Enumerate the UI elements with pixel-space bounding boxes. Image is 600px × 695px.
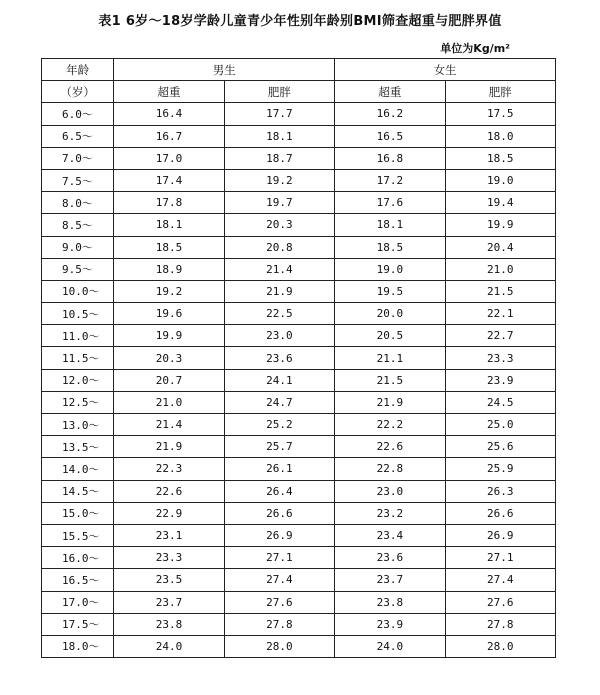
table-row bbox=[42, 236, 556, 258]
table-row bbox=[42, 214, 556, 236]
male-obese-cell: 27.6 bbox=[224, 591, 334, 613]
table-row bbox=[42, 192, 556, 214]
female-obese-cell: 26.9 bbox=[445, 524, 555, 546]
male-overweight-cell: 20.7 bbox=[114, 369, 224, 391]
table-row bbox=[42, 103, 556, 125]
male-obese-cell: 21.9 bbox=[224, 280, 334, 302]
female-overweight-cell: 23.0 bbox=[335, 480, 445, 502]
female-overweight-cell: 22.8 bbox=[335, 458, 445, 480]
male-overweight-cell: 18.1 bbox=[114, 214, 224, 236]
female-obese-cell: 18.5 bbox=[445, 147, 555, 169]
age-cell: 16.5～ bbox=[42, 569, 114, 591]
age-cell: 13.5～ bbox=[42, 436, 114, 458]
age-cell: 8.5～ bbox=[42, 214, 114, 236]
male-header: 男生 bbox=[114, 59, 335, 81]
age-cell: 16.0～ bbox=[42, 547, 114, 569]
male-obese-cell: 19.2 bbox=[224, 169, 334, 191]
female-obese-cell: 20.4 bbox=[445, 236, 555, 258]
male-obese-cell: 24.1 bbox=[224, 369, 334, 391]
female-overweight-cell: 22.2 bbox=[335, 414, 445, 436]
age-cell: 18.0～ bbox=[42, 635, 114, 657]
age-cell: 14.0～ bbox=[42, 458, 114, 480]
female-obese-cell: 18.0 bbox=[445, 125, 555, 147]
age-cell: 15.5～ bbox=[42, 524, 114, 546]
female-overweight-cell: 21.1 bbox=[335, 347, 445, 369]
male-obese-cell: 23.6 bbox=[224, 347, 334, 369]
female-overweight-cell: 17.6 bbox=[335, 192, 445, 214]
male-overweight-cell: 21.4 bbox=[114, 414, 224, 436]
male-obese-cell: 20.8 bbox=[224, 236, 334, 258]
female-overweight-cell: 21.5 bbox=[335, 369, 445, 391]
table-row bbox=[42, 524, 556, 546]
male-overweight-cell: 23.1 bbox=[114, 524, 224, 546]
female-overweight-cell: 19.5 bbox=[335, 280, 445, 302]
female-overweight-cell: 23.6 bbox=[335, 547, 445, 569]
female-overweight-header: 超重 bbox=[335, 81, 445, 103]
female-obese-cell: 27.8 bbox=[445, 613, 555, 635]
female-obese-cell: 22.7 bbox=[445, 325, 555, 347]
age-cell: 10.0～ bbox=[42, 280, 114, 302]
male-overweight-cell: 17.0 bbox=[114, 147, 224, 169]
male-overweight-cell: 23.7 bbox=[114, 591, 224, 613]
male-obese-cell: 27.8 bbox=[224, 613, 334, 635]
male-overweight-cell: 17.8 bbox=[114, 192, 224, 214]
female-overweight-cell: 24.0 bbox=[335, 635, 445, 657]
male-overweight-cell: 22.9 bbox=[114, 502, 224, 524]
male-overweight-cell: 18.9 bbox=[114, 258, 224, 280]
male-obese-cell: 18.7 bbox=[224, 147, 334, 169]
male-obese-cell: 22.5 bbox=[224, 303, 334, 325]
female-overweight-cell: 23.8 bbox=[335, 591, 445, 613]
age-cell: 15.0～ bbox=[42, 502, 114, 524]
table-row bbox=[42, 613, 556, 635]
female-overweight-cell: 22.6 bbox=[335, 436, 445, 458]
female-overweight-cell: 18.1 bbox=[335, 214, 445, 236]
table-row bbox=[42, 391, 556, 413]
female-overweight-cell: 23.9 bbox=[335, 613, 445, 635]
age-cell: 17.5～ bbox=[42, 613, 114, 635]
table-row bbox=[42, 480, 556, 502]
female-obese-cell: 26.3 bbox=[445, 480, 555, 502]
male-overweight-cell: 23.5 bbox=[114, 569, 224, 591]
male-obese-cell: 20.3 bbox=[224, 214, 334, 236]
male-obese-cell: 26.9 bbox=[224, 524, 334, 546]
male-obese-cell: 27.4 bbox=[224, 569, 334, 591]
female-obese-cell: 19.0 bbox=[445, 169, 555, 191]
age-cell: 13.0～ bbox=[42, 414, 114, 436]
female-obese-cell: 28.0 bbox=[445, 635, 555, 657]
male-obese-cell: 25.2 bbox=[224, 414, 334, 436]
table-row bbox=[42, 458, 556, 480]
male-obese-cell: 26.4 bbox=[224, 480, 334, 502]
female-obese-cell: 27.4 bbox=[445, 569, 555, 591]
female-obese-cell: 27.6 bbox=[445, 591, 555, 613]
male-overweight-cell: 16.7 bbox=[114, 125, 224, 147]
table-header bbox=[42, 59, 556, 103]
table-title: 表1 6岁～18岁学龄儿童青少年性别年龄别BMI筛查超重与肥胖界值 bbox=[98, 14, 502, 29]
female-overweight-cell: 23.7 bbox=[335, 569, 445, 591]
age-cell: 9.0～ bbox=[42, 236, 114, 258]
table-row bbox=[42, 280, 556, 302]
table-row bbox=[42, 125, 556, 147]
female-obese-cell: 25.9 bbox=[445, 458, 555, 480]
female-overweight-cell: 20.0 bbox=[335, 303, 445, 325]
table-row bbox=[42, 325, 556, 347]
female-header: 女生 bbox=[335, 59, 556, 81]
male-overweight-cell: 21.0 bbox=[114, 391, 224, 413]
male-obese-cell: 27.1 bbox=[224, 547, 334, 569]
age-header-unit: （岁） bbox=[42, 81, 114, 103]
table-row bbox=[42, 258, 556, 280]
table-row bbox=[42, 547, 556, 569]
male-overweight-cell: 19.9 bbox=[114, 325, 224, 347]
male-obese-cell: 17.7 bbox=[224, 103, 334, 125]
female-overweight-cell: 23.2 bbox=[335, 502, 445, 524]
age-cell: 17.0～ bbox=[42, 591, 114, 613]
female-obese-cell: 25.0 bbox=[445, 414, 555, 436]
table-row bbox=[42, 147, 556, 169]
male-overweight-cell: 18.5 bbox=[114, 236, 224, 258]
female-obese-header: 肥胖 bbox=[445, 81, 555, 103]
male-obese-cell: 25.7 bbox=[224, 436, 334, 458]
table-row bbox=[42, 502, 556, 524]
unit-label: 单位为Kg/m² bbox=[440, 42, 510, 55]
female-overweight-cell: 19.0 bbox=[335, 258, 445, 280]
male-overweight-cell: 23.8 bbox=[114, 613, 224, 635]
female-obese-cell: 23.9 bbox=[445, 369, 555, 391]
age-cell: 14.5～ bbox=[42, 480, 114, 502]
bmi-cutoff-table bbox=[41, 58, 556, 658]
age-cell: 9.5～ bbox=[42, 258, 114, 280]
age-cell: 6.5～ bbox=[42, 125, 114, 147]
female-obese-cell: 26.6 bbox=[445, 502, 555, 524]
table-body bbox=[42, 103, 556, 658]
table-row bbox=[42, 436, 556, 458]
age-cell: 8.0～ bbox=[42, 192, 114, 214]
male-obese-cell: 19.7 bbox=[224, 192, 334, 214]
male-overweight-cell: 24.0 bbox=[114, 635, 224, 657]
female-overweight-cell: 18.5 bbox=[335, 236, 445, 258]
table-row bbox=[42, 169, 556, 191]
female-overweight-cell: 23.4 bbox=[335, 524, 445, 546]
male-obese-cell: 18.1 bbox=[224, 125, 334, 147]
age-cell: 11.0～ bbox=[42, 325, 114, 347]
female-overweight-cell: 16.5 bbox=[335, 125, 445, 147]
male-obese-header: 肥胖 bbox=[224, 81, 334, 103]
female-obese-cell: 21.0 bbox=[445, 258, 555, 280]
male-overweight-header: 超重 bbox=[114, 81, 224, 103]
male-obese-cell: 23.0 bbox=[224, 325, 334, 347]
female-obese-cell: 19.9 bbox=[445, 214, 555, 236]
female-obese-cell: 21.5 bbox=[445, 280, 555, 302]
female-overweight-cell: 20.5 bbox=[335, 325, 445, 347]
female-overweight-cell: 16.2 bbox=[335, 103, 445, 125]
table-row bbox=[42, 414, 556, 436]
male-overweight-cell: 20.3 bbox=[114, 347, 224, 369]
table-row bbox=[42, 369, 556, 391]
male-overweight-cell: 17.4 bbox=[114, 169, 224, 191]
female-overweight-cell: 16.8 bbox=[335, 147, 445, 169]
male-overweight-cell: 22.6 bbox=[114, 480, 224, 502]
male-obese-cell: 24.7 bbox=[224, 391, 334, 413]
age-cell: 6.0～ bbox=[42, 103, 114, 125]
male-obese-cell: 28.0 bbox=[224, 635, 334, 657]
table-row bbox=[42, 303, 556, 325]
male-obese-cell: 26.1 bbox=[224, 458, 334, 480]
female-overweight-cell: 17.2 bbox=[335, 169, 445, 191]
male-obese-cell: 21.4 bbox=[224, 258, 334, 280]
age-cell: 10.5～ bbox=[42, 303, 114, 325]
table-row bbox=[42, 591, 556, 613]
female-obese-cell: 27.1 bbox=[445, 547, 555, 569]
male-obese-cell: 26.6 bbox=[224, 502, 334, 524]
age-cell: 12.0～ bbox=[42, 369, 114, 391]
female-obese-cell: 17.5 bbox=[445, 103, 555, 125]
age-header-top: 年龄 bbox=[42, 59, 114, 81]
age-cell: 7.0～ bbox=[42, 147, 114, 169]
male-overweight-cell: 22.3 bbox=[114, 458, 224, 480]
table-row bbox=[42, 569, 556, 591]
female-overweight-cell: 21.9 bbox=[335, 391, 445, 413]
female-obese-cell: 24.5 bbox=[445, 391, 555, 413]
male-overweight-cell: 21.9 bbox=[114, 436, 224, 458]
age-cell: 7.5～ bbox=[42, 169, 114, 191]
age-cell: 12.5～ bbox=[42, 391, 114, 413]
male-overweight-cell: 23.3 bbox=[114, 547, 224, 569]
age-cell: 11.5～ bbox=[42, 347, 114, 369]
table-row bbox=[42, 347, 556, 369]
female-obese-cell: 25.6 bbox=[445, 436, 555, 458]
male-overweight-cell: 16.4 bbox=[114, 103, 224, 125]
female-obese-cell: 22.1 bbox=[445, 303, 555, 325]
male-overweight-cell: 19.6 bbox=[114, 303, 224, 325]
male-overweight-cell: 19.2 bbox=[114, 280, 224, 302]
female-obese-cell: 23.3 bbox=[445, 347, 555, 369]
female-obese-cell: 19.4 bbox=[445, 192, 555, 214]
table-row bbox=[42, 635, 556, 657]
